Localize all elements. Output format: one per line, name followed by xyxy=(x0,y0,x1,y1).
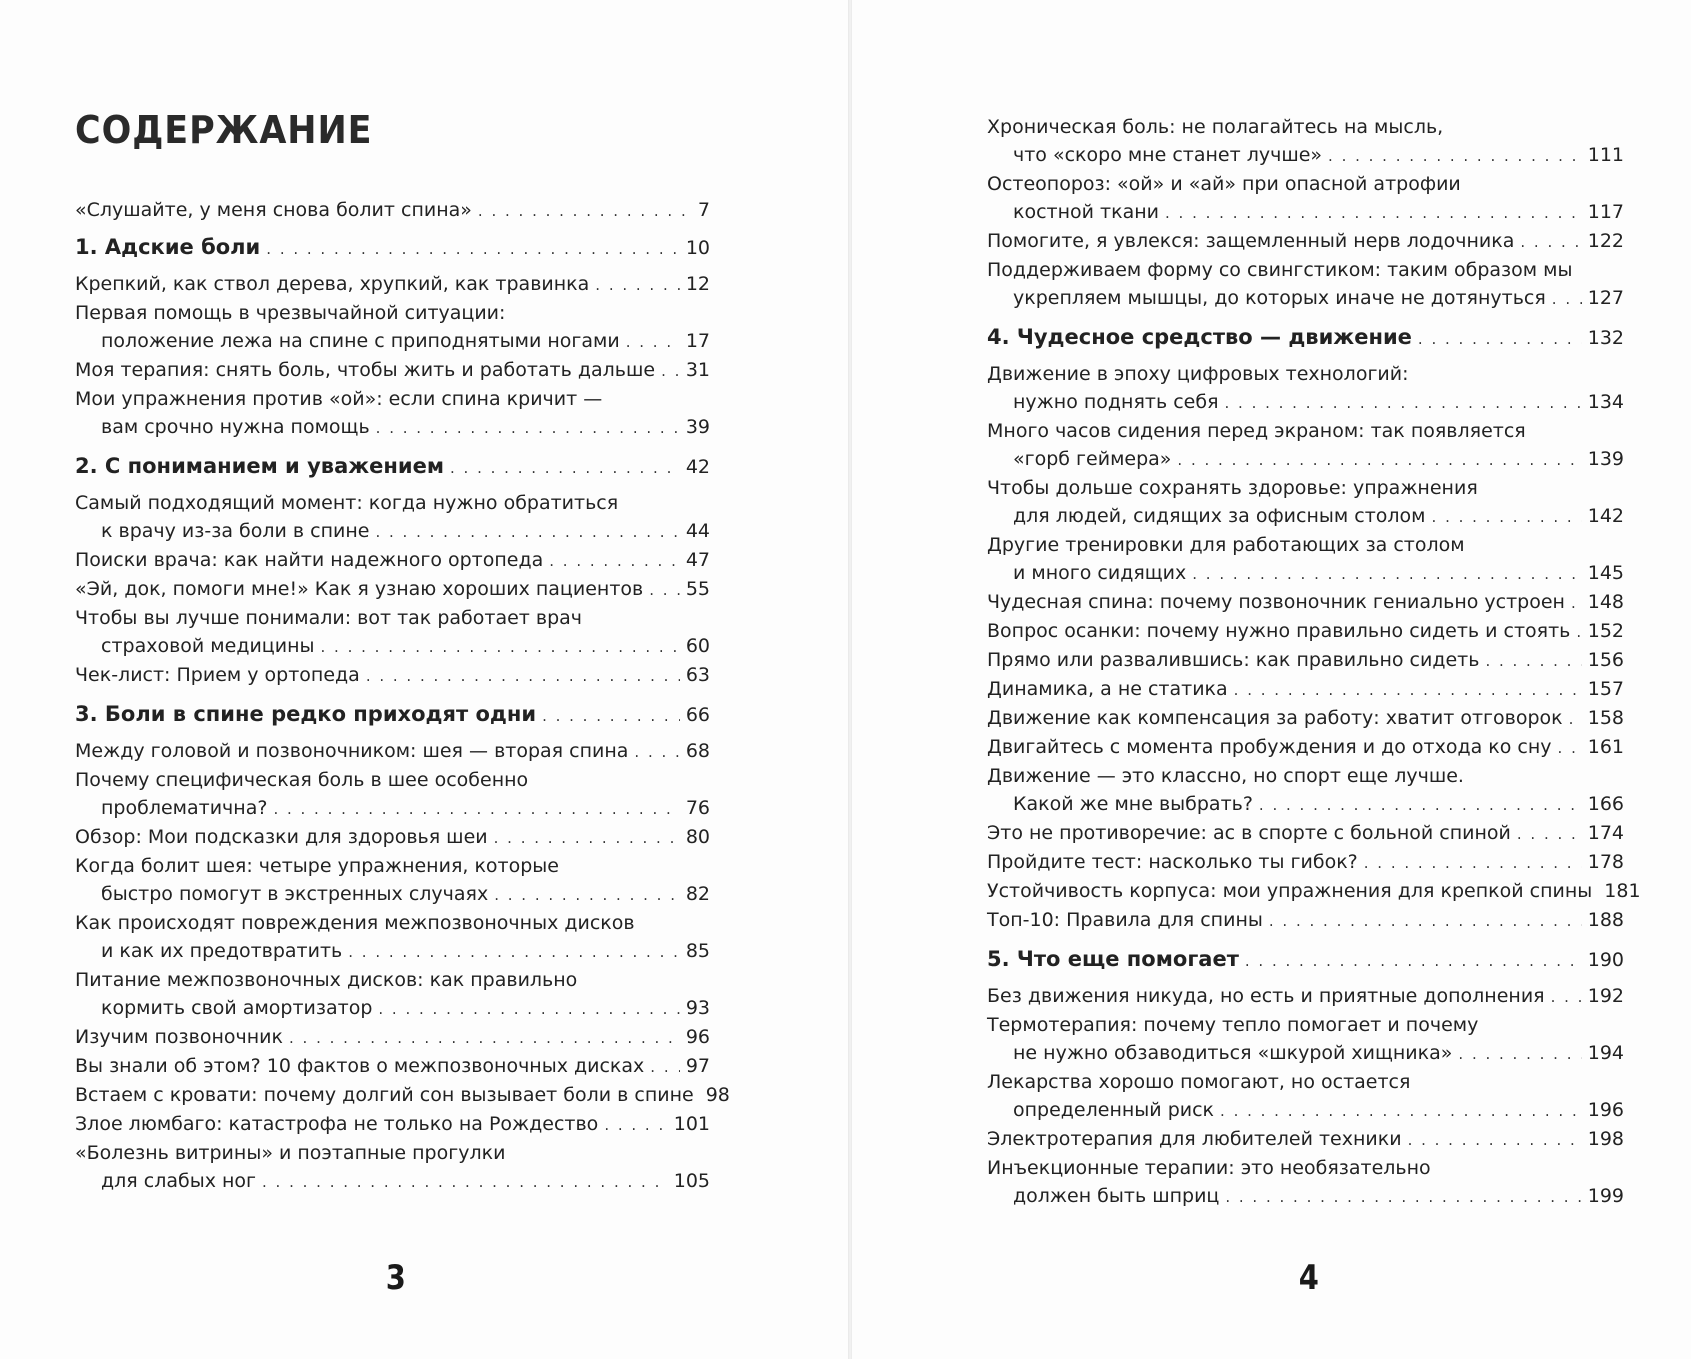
toc-entry-line xyxy=(987,284,1624,313)
dot-leader xyxy=(262,1168,668,1196)
toc-entry-line xyxy=(75,233,710,263)
toc-page-number: 82 xyxy=(685,883,710,905)
toc-entry-text: Изучим позвоночник xyxy=(75,1026,283,1048)
toc-entry xyxy=(75,1052,710,1081)
dot-leader xyxy=(1569,705,1582,733)
toc-entry-line xyxy=(75,1052,710,1081)
dot-leader xyxy=(649,576,680,604)
dot-leader xyxy=(1485,647,1581,675)
dot-leader xyxy=(1328,142,1582,170)
toc-entry-text: Пройдите тест: насколько ты гибок? xyxy=(987,851,1358,873)
dot-leader xyxy=(289,1024,680,1052)
toc-page-number: 31 xyxy=(685,359,710,381)
toc-entry-text: кормить свой амортизатор xyxy=(101,997,373,1019)
toc-page-number: 12 xyxy=(685,273,710,295)
toc-entry-text: Чтобы вы лучше понимали: вот так работает врач xyxy=(75,607,583,629)
toc-entry-text: «горб геймера» xyxy=(1013,448,1172,470)
toc-page-number: 55 xyxy=(685,578,710,600)
toc-entry-line xyxy=(75,880,710,909)
toc-entry-line xyxy=(987,227,1624,256)
toc-entry xyxy=(75,489,710,546)
toc-entry xyxy=(987,646,1624,675)
toc-entry-text: Двигайтесь с момента пробуждения и до отхода ко сну xyxy=(987,736,1552,758)
toc-entry-text: Термотерапия: почему тепло помогает и почему xyxy=(987,1014,1479,1036)
dot-leader xyxy=(348,938,680,966)
toc-entry-text: Лекарства хорошо помогают, но остается xyxy=(987,1071,1411,1093)
toc-page-number: 156 xyxy=(1587,649,1624,671)
toc-entry-text: Прямо или развалившись: как правильно сидеть xyxy=(987,649,1480,671)
dot-leader xyxy=(1408,1126,1582,1154)
toc-entry xyxy=(75,766,710,823)
toc-entry-line xyxy=(987,819,1624,848)
toc-entry-text: Инъекционные терапии: это необязательно xyxy=(987,1157,1431,1179)
toc-page-number: 174 xyxy=(1587,822,1624,844)
toc-entry-line xyxy=(75,1023,710,1052)
toc-entry xyxy=(987,113,1624,170)
toc-entry-line xyxy=(75,823,710,852)
toc-page-number: 93 xyxy=(685,997,710,1019)
toc-page-number: 142 xyxy=(1587,505,1624,527)
toc-entry-line xyxy=(75,1110,710,1139)
dot-leader xyxy=(1165,199,1582,227)
toc-entry-text: страховой медицины xyxy=(101,635,315,657)
toc-entry-text: проблематична? xyxy=(101,797,268,819)
toc-entry-text: определенный риск xyxy=(1013,1099,1215,1121)
toc-entry-line xyxy=(987,1039,1624,1068)
toc-entry-line xyxy=(987,141,1624,170)
dot-leader xyxy=(634,738,679,766)
toc-entry-line xyxy=(75,632,710,661)
toc-entry-text: Устойчивость корпуса: мои упражнения для крепкой спины xyxy=(987,880,1593,902)
toc-list-left xyxy=(75,196,730,1196)
toc-entry-line xyxy=(987,704,1624,733)
toc-entry xyxy=(987,588,1624,617)
toc-page-number: 117 xyxy=(1587,201,1624,223)
dot-leader xyxy=(1364,849,1582,877)
dot-leader xyxy=(1552,285,1582,313)
toc-entry-line xyxy=(987,588,1624,617)
toc-entry-text: 1. Адские боли xyxy=(75,235,261,259)
dot-leader xyxy=(321,633,680,661)
toc-entry xyxy=(75,546,710,575)
toc-entry xyxy=(75,1023,710,1052)
toc-entry-text: Крепкий, как ствол дерева, хрупкий, как травинка xyxy=(75,273,590,295)
dot-leader xyxy=(1225,389,1582,417)
dot-leader xyxy=(661,357,680,385)
toc-entry-text: должен быть шприц xyxy=(1013,1185,1220,1207)
toc-entry xyxy=(987,762,1624,819)
toc-entry xyxy=(75,1110,710,1139)
toc-entry xyxy=(75,604,710,661)
toc-page-number: 157 xyxy=(1587,678,1624,700)
dot-leader xyxy=(273,795,679,823)
toc-entry-line xyxy=(987,906,1624,935)
toc-chapter xyxy=(75,233,710,263)
toc-page-number: 158 xyxy=(1587,707,1624,729)
toc-entry-line xyxy=(75,1081,730,1110)
toc-entry-line xyxy=(75,937,710,966)
toc-entry-line xyxy=(75,994,710,1023)
toc-entry-line xyxy=(987,675,1624,704)
toc-entry xyxy=(987,1154,1624,1211)
toc-chapter xyxy=(75,452,710,482)
dot-leader xyxy=(1517,820,1582,848)
toc-page-number: 188 xyxy=(1587,909,1624,931)
toc-entry-line xyxy=(987,733,1624,762)
toc-entry xyxy=(987,170,1624,227)
toc-entry-line xyxy=(75,517,710,546)
toc-page-number: 97 xyxy=(685,1055,710,1077)
toc-list-right xyxy=(987,113,1641,1211)
toc-page-number: 47 xyxy=(685,549,710,571)
toc-entry-text: вам срочно нужна помощь xyxy=(101,416,370,438)
toc-entry-text: Другие тренировки для работающих за столом xyxy=(987,534,1465,556)
toc-entry-line xyxy=(75,270,710,299)
toc-entry-line xyxy=(987,559,1624,588)
toc-entry-text: Это не противоречие: ас в спорте с больной спиной xyxy=(987,822,1511,844)
toc-page-number: 199 xyxy=(1587,1185,1624,1207)
toc-page-number: 63 xyxy=(685,664,710,686)
toc-page-number: 127 xyxy=(1587,287,1624,309)
toc-entry xyxy=(987,256,1624,313)
toc-entry-text: Почему специфическая боль в шее особенно xyxy=(75,769,529,791)
toc-entry xyxy=(75,966,710,1023)
toc-entry xyxy=(75,270,710,299)
dot-leader xyxy=(494,824,680,852)
toc-chapter xyxy=(987,323,1624,353)
toc-entry xyxy=(987,982,1624,1011)
dot-leader xyxy=(366,662,680,690)
toc-entry xyxy=(987,877,1641,906)
toc-page-number: 42 xyxy=(685,456,710,478)
toc-entry-line xyxy=(987,848,1624,877)
toc-chapter xyxy=(75,700,710,730)
toc-page-number: 60 xyxy=(685,635,710,657)
dot-leader xyxy=(1234,676,1582,704)
toc-intro xyxy=(75,196,710,225)
toc-entry xyxy=(987,617,1624,646)
toc-page-number: 85 xyxy=(685,940,710,962)
toc-page-number: 134 xyxy=(1587,391,1624,413)
dot-leader xyxy=(604,1111,667,1139)
toc-entry-line xyxy=(987,1182,1624,1211)
toc-entry xyxy=(75,737,710,766)
dot-leader xyxy=(378,995,679,1023)
toc-entry xyxy=(987,1125,1624,1154)
toc-entry-text: Поиски врача: как найти надежного ортопеда xyxy=(75,549,544,571)
toc-page-number: 98 xyxy=(705,1084,730,1106)
toc-entry-text: Мои упражнения против «ой»: если спина кричит — xyxy=(75,388,603,410)
toc-entry-line xyxy=(75,413,710,442)
toc-entry-text: Питание межпозвоночных дисков: как правильно xyxy=(75,969,578,991)
dot-leader xyxy=(1551,983,1582,1011)
toc-chapter xyxy=(987,945,1624,975)
toc-entry-text: Первая помощь в чрезвычайной ситуации: xyxy=(75,302,506,324)
toc-entry xyxy=(75,852,710,909)
dot-leader xyxy=(1418,325,1582,353)
dot-leader xyxy=(266,235,680,263)
toc-entry-text: Электротерапия для любителей техники xyxy=(987,1128,1402,1150)
toc-entry-text: «Слушайте, у меня снова болит спина» xyxy=(75,199,472,221)
dot-leader xyxy=(650,1053,680,1081)
toc-page-number: 101 xyxy=(673,1113,710,1135)
toc-page-number: 194 xyxy=(1587,1042,1624,1064)
toc-page-number: 10 xyxy=(685,237,710,259)
toc-entry-text: Много часов сидения перед экраном: так появляется xyxy=(987,420,1526,442)
toc-page-number: 17 xyxy=(685,330,710,352)
toc-entry-line xyxy=(987,502,1624,531)
toc-page-number: 145 xyxy=(1587,562,1624,584)
dot-leader xyxy=(375,518,679,546)
toc-entry-text: «Болезнь витрины» и поэтапные прогулки xyxy=(75,1142,506,1164)
toc-page-number: 105 xyxy=(673,1170,710,1192)
toc-page-number: 190 xyxy=(1587,949,1624,971)
toc-entry xyxy=(987,531,1624,588)
toc-page-number: 181 xyxy=(1604,880,1641,902)
toc-entry-text: 2. С пониманием и уважением xyxy=(75,454,445,478)
toc-page-number: 111 xyxy=(1587,144,1624,166)
toc-entry xyxy=(987,819,1624,848)
dot-leader xyxy=(1458,1040,1581,1068)
toc-entry-line xyxy=(987,388,1624,417)
dot-leader xyxy=(1432,503,1582,531)
toc-page-number: 139 xyxy=(1587,448,1624,470)
toc-entry xyxy=(987,675,1624,704)
toc-entry-text: Чтобы дольше сохранять здоровье: упражнения xyxy=(987,477,1478,499)
toc-entry-line xyxy=(987,445,1624,474)
toc-entry-text: Вопрос осанки: почему нужно правильно сидеть и стоять xyxy=(987,620,1571,642)
toc-page-number: 132 xyxy=(1587,327,1624,349)
dot-leader xyxy=(1571,589,1582,617)
toc-entry-text: «Эй, док, помоги мне!» Как я узнаю хороших пациентов xyxy=(75,578,644,600)
toc-page-number: 152 xyxy=(1587,620,1624,642)
toc-entry xyxy=(987,1011,1624,1068)
dot-leader xyxy=(1269,907,1582,935)
dot-leader xyxy=(1225,1183,1581,1211)
toc-entry xyxy=(75,299,710,356)
toc-entry xyxy=(987,360,1624,417)
toc-page-number: 44 xyxy=(685,520,710,542)
toc-page-number: 122 xyxy=(1587,230,1624,252)
toc-entry xyxy=(75,909,710,966)
toc-entry-text: и много сидящих xyxy=(1013,562,1187,584)
toc-entry xyxy=(75,1139,710,1196)
toc-entry-text: Моя терапия: снять боль, чтобы жить и работать дальше xyxy=(75,359,656,381)
toc-entry xyxy=(75,1081,730,1110)
toc-entry-text: 4. Чудесное средство — движение xyxy=(987,325,1412,349)
dot-leader xyxy=(1576,618,1581,646)
toc-title: СОДЕРЖАНИЕ xyxy=(75,108,373,152)
toc-entry-text: Движение в эпоху цифровых технологий: xyxy=(987,363,1409,385)
toc-entry-line xyxy=(987,1125,1624,1154)
toc-entry-line xyxy=(987,945,1624,975)
dot-leader xyxy=(549,547,680,575)
toc-entry xyxy=(75,575,710,604)
toc-entry-text: Динамика, а не статика xyxy=(987,678,1228,700)
dot-leader xyxy=(450,454,680,482)
toc-entry xyxy=(75,823,710,852)
dot-leader xyxy=(1245,947,1582,975)
toc-entry-line xyxy=(75,737,710,766)
toc-entry-text: Без движения никуда, но есть и приятные дополнения xyxy=(987,985,1545,1007)
toc-entry-text: Обзор: Мои подсказки для здоровья шеи xyxy=(75,826,488,848)
toc-entry-text: быстро помогут в экстренных случаях xyxy=(101,883,489,905)
toc-page-number: 7 xyxy=(697,199,710,221)
toc-entry-text: Помогите, я увлекся: защемленный нерв лодочника xyxy=(987,230,1515,252)
toc-entry xyxy=(987,906,1624,935)
toc-page-number: 198 xyxy=(1587,1128,1624,1150)
dot-leader xyxy=(1259,791,1582,819)
dot-leader xyxy=(478,197,692,225)
toc-entry-text: 5. Что еще помогает xyxy=(987,947,1239,971)
toc-entry-text: Как происходят повреждения межпозвоночных дисков xyxy=(75,912,635,934)
dot-leader xyxy=(1192,560,1581,588)
toc-entry-line xyxy=(987,646,1624,675)
toc-entry-text: Чек-лист: Прием у ортопеда xyxy=(75,664,360,686)
toc-entry-text: Когда болит шея: четыре упражнения, которые xyxy=(75,855,559,877)
dot-leader xyxy=(1520,228,1581,256)
toc-entry-text: что «скоро мне станет лучше» xyxy=(1013,144,1323,166)
toc-entry-text: Поддерживаем форму со свингстиком: таким образом мы xyxy=(987,259,1573,281)
toc-page-number: 96 xyxy=(685,1026,710,1048)
toc-entry xyxy=(987,417,1624,474)
toc-entry-line xyxy=(987,617,1624,646)
page-number-right: 4 xyxy=(1298,1258,1319,1298)
toc-entry xyxy=(987,227,1624,256)
toc-page-number: 148 xyxy=(1587,591,1624,613)
toc-entry-text: для людей, сидящих за офисным столом xyxy=(1013,505,1426,527)
toc-entry-line xyxy=(987,198,1624,227)
toc-entry xyxy=(987,848,1624,877)
toc-entry-text: костной ткани xyxy=(1013,201,1160,223)
toc-entry-text: Топ-10: Правила для спины xyxy=(987,909,1263,931)
page-number-left: 3 xyxy=(385,1258,406,1298)
toc-entry xyxy=(987,733,1624,762)
toc-entry-line xyxy=(75,1167,710,1196)
toc-page-number: 166 xyxy=(1587,793,1624,815)
toc-entry-text: для слабых ног xyxy=(101,1170,257,1192)
toc-entry xyxy=(75,661,710,690)
toc-entry-text: положение лежа на спине с приподнятыми ногами xyxy=(101,330,620,352)
toc-entry-line xyxy=(75,794,710,823)
toc-entry-text: Встаем с кровати: почему долгий сон вызывает боли в спине xyxy=(75,1084,694,1106)
dot-leader xyxy=(494,881,680,909)
toc-entry-text: Вы знали об этом? 10 фактов о межпозвоночных дисках xyxy=(75,1055,645,1077)
dot-leader xyxy=(542,702,680,730)
toc-entry xyxy=(987,704,1624,733)
toc-entry-line xyxy=(987,877,1641,906)
toc-page-number: 192 xyxy=(1587,985,1624,1007)
toc-entry-line xyxy=(75,196,710,225)
toc-entry-text: укрепляем мышцы, до которых иначе не дотянуться xyxy=(1013,287,1546,309)
toc-entry-line xyxy=(987,323,1624,353)
dot-leader xyxy=(595,271,680,299)
toc-page-number: 66 xyxy=(685,704,710,726)
toc-entry-line xyxy=(987,790,1624,819)
toc-entry-text: Хроническая боль: не полагайтесь на мысль, xyxy=(987,116,1444,138)
toc-page-number: 68 xyxy=(685,740,710,762)
toc-entry-text: не нужно обзаводиться «шкурой хищника» xyxy=(1013,1042,1453,1064)
dot-leader xyxy=(1558,734,1582,762)
toc-entry-line xyxy=(75,356,710,385)
toc-page-number: 178 xyxy=(1587,851,1624,873)
toc-entry-line xyxy=(75,700,710,730)
toc-entry-line xyxy=(987,982,1624,1011)
toc-entry-text: Злое люмбаго: катастрофа не только на Рождество xyxy=(75,1113,599,1135)
toc-entry-line xyxy=(75,327,710,356)
toc-entry-line xyxy=(75,661,710,690)
toc-page-number: 196 xyxy=(1587,1099,1624,1121)
toc-entry-text: 3. Боли в спине редко приходят одни xyxy=(75,702,537,726)
toc-entry-text: и как их предотвратить xyxy=(101,940,343,962)
toc-page-number: 39 xyxy=(685,416,710,438)
toc-entry-text: Движение как компенсация за работу: хватит отговорок xyxy=(987,707,1563,729)
toc-entry-line xyxy=(75,575,710,604)
toc-entry-text: Какой же мне выбрать? xyxy=(1013,793,1253,815)
toc-entry-text: Между головой и позвоночником: шея — вторая спина xyxy=(75,740,629,762)
dot-leader xyxy=(1220,1097,1582,1125)
toc-entry-text: Остеопороз: «ой» и «ай» при опасной атрофии xyxy=(987,173,1461,195)
dot-leader xyxy=(376,414,680,442)
dot-leader xyxy=(1177,446,1581,474)
toc-entry-text: Движение — это классно, но спорт еще лучше. xyxy=(987,765,1464,787)
toc-entry xyxy=(75,385,710,442)
toc-entry-line xyxy=(987,1096,1624,1125)
toc-entry xyxy=(987,474,1624,531)
toc-entry-text: нужно поднять себя xyxy=(1013,391,1219,413)
toc-entry-text: Чудесная спина: почему позвоночник гениально устроен xyxy=(987,591,1565,613)
toc-entry-line xyxy=(75,452,710,482)
toc-page-number: 76 xyxy=(685,797,710,819)
toc-entry xyxy=(987,1068,1624,1125)
toc-entry xyxy=(75,356,710,385)
toc-entry-text: Самый подходящий момент: когда нужно обратиться xyxy=(75,492,619,514)
toc-entry-text: к врачу из-за боли в спине xyxy=(101,520,370,542)
dot-leader xyxy=(626,328,680,356)
toc-page-number: 161 xyxy=(1587,736,1624,758)
toc-page-number: 80 xyxy=(685,826,710,848)
toc-entry-line xyxy=(75,546,710,575)
